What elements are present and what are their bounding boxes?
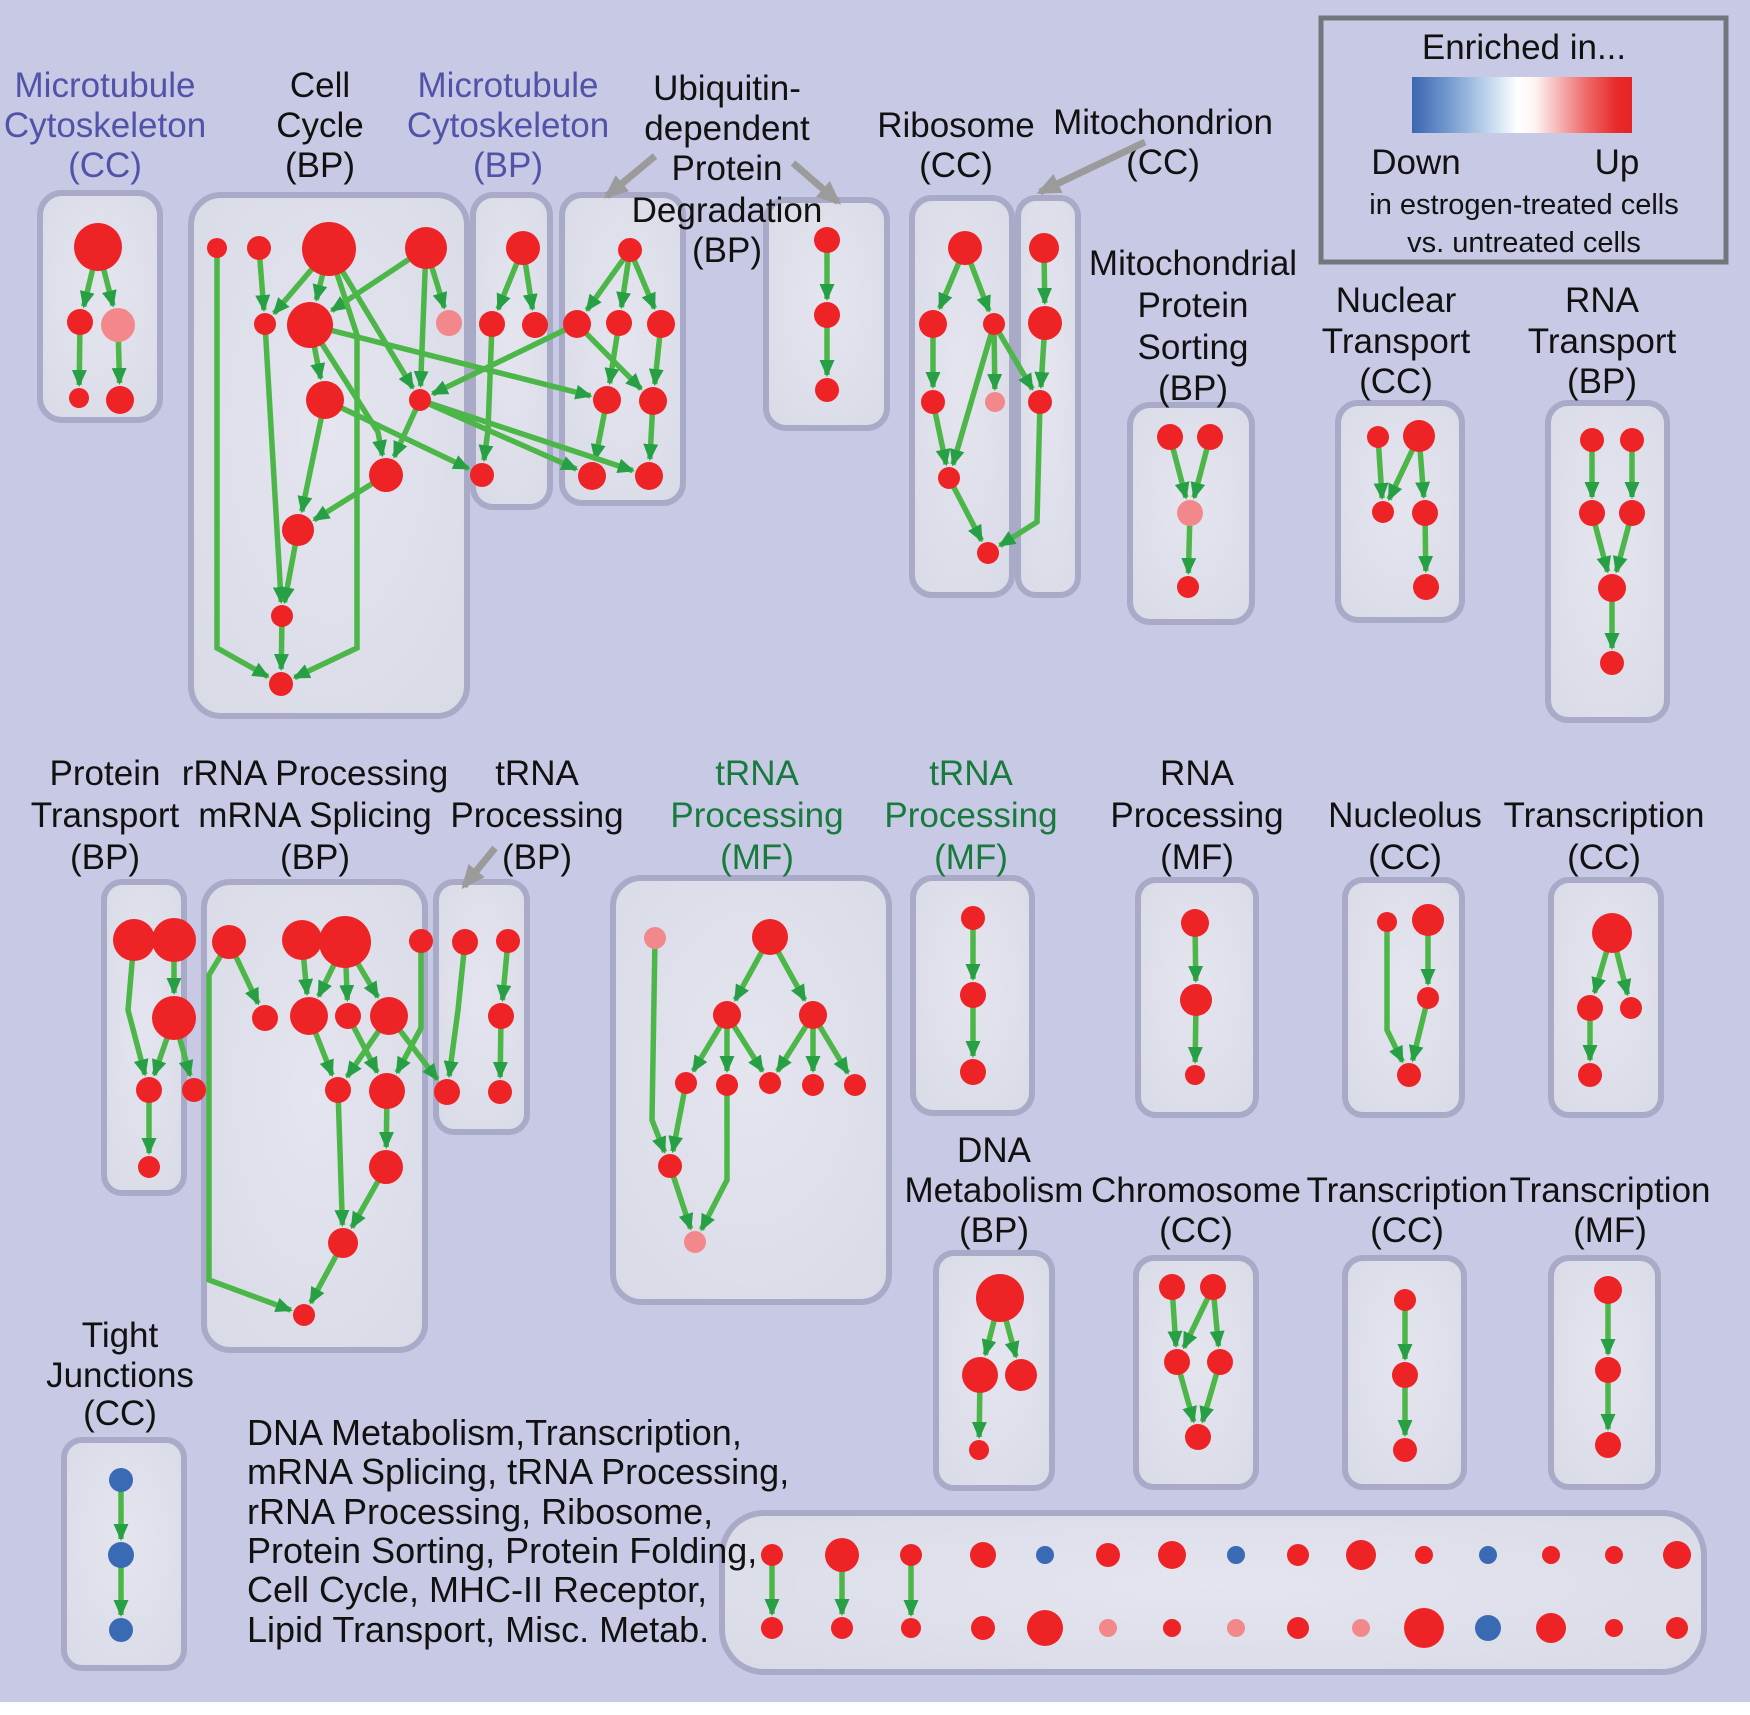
go-term-node-m2 [752,919,788,955]
go-term-node-c2 [247,236,271,260]
cluster-label-rna-processing-mf: Processing [1110,796,1284,835]
go-term-node-nt3 [1372,501,1394,523]
go-term-node-rt5 [1598,574,1626,602]
go-term-node-umc [606,310,632,336]
go-term-node-m11 [684,1231,706,1253]
go-term-node-n3 [1185,1065,1205,1085]
cluster-label-mitochondrial-protein-sorting: (BP) [1158,369,1228,408]
note-line: rRNA Processing, Ribosome, [247,1491,714,1532]
go-term-node-r5 [252,1005,278,1031]
go-term-node-m10 [658,1154,682,1178]
go-term-node-j1 [109,1468,133,1492]
go-term-node-h5 [1185,1424,1211,1450]
go-term-node-r8 [370,997,408,1035]
go-term-node-h3 [1164,1349,1190,1375]
cluster-label-rna-processing-mf: RNA [1160,754,1234,793]
cluster-label-trna-processing-bp: Processing [450,796,624,835]
cluster-label-trna-processing-mf-large: tRNA [715,754,799,793]
cluster-label-chromosome: (CC) [1159,1211,1233,1250]
cluster-label-microtubule-bp: (BP) [473,146,543,185]
cluster-label-trna-processing-bp: (BP) [502,838,572,877]
note-line: Protein Sorting, Protein Folding, [247,1530,758,1571]
go-term-node-bb9 [1352,1619,1370,1637]
go-term-node-t1 [452,929,478,955]
cluster-label-cell-cycle: Cycle [276,106,364,145]
go-term-node-bb5 [1099,1619,1117,1637]
go-term-node-p5 [182,1078,206,1102]
go-term-node-bb0 [761,1617,783,1639]
go-term-node-c4 [405,227,447,269]
cluster-label-nucleolus: Nucleolus [1328,796,1482,835]
go-term-node-r1 [212,925,246,959]
go-term-node-d2 [962,1357,998,1393]
cluster-label-ribosome: Ribosome [877,106,1035,145]
go-term-node-bb4 [1027,1610,1063,1646]
go-term-node-re [293,1304,315,1326]
go-term-node-bt0 [761,1544,783,1566]
cluster-label-trna-processing-bp: tRNA [495,754,579,793]
go-term-node-s1 [961,906,985,930]
go-term-node-n1 [1181,909,1209,937]
cluster-label-transcription-mf: (MF) [1573,1211,1647,1250]
go-term-node-bt2 [900,1544,922,1566]
go-term-node-bb13 [1605,1619,1623,1637]
cluster-label-mitochondrion: (CC) [1126,143,1200,182]
go-term-node-q2 [1412,904,1444,936]
go-term-node-mt2 [1028,306,1062,340]
legend-subtitle-2: vs. untreated cells [1407,227,1641,259]
go-term-node-ra [325,1077,351,1103]
go-term-node-n2 [1180,984,1212,1016]
go-term-node-c10 [369,458,403,492]
go-term-node-mc3 [101,308,135,342]
go-term-node-bt4 [1036,1546,1054,1564]
collapsed-clusters-note [247,1412,789,1650]
cluster-label-ubiquitin-degradation-a: Ubiquitin- [653,69,801,108]
go-term-node-bb11 [1475,1615,1501,1641]
go-term-node-bb14 [1666,1617,1688,1639]
cluster-label-nuclear-transport: (CC) [1359,362,1433,401]
cluster-label-transcription-cc-b: Transcription [1306,1171,1508,1210]
go-term-node-h2 [1200,1274,1226,1300]
go-term-node-mt3 [1028,390,1052,414]
go-term-node-ms3 [1177,500,1203,526]
go-term-node-j3 [109,1618,133,1642]
cluster-label-tight-junctions: Tight [81,1316,159,1355]
cluster-label-nuclear-transport: Transport [1321,322,1471,361]
cluster-label-mitochondrion: Mitochondrion [1053,103,1273,142]
legend-up-label: Up [1594,143,1640,182]
cluster-label-microtubule-bp: Microtubule [417,66,599,105]
note-line: Cell Cycle, MHC-II Receptor, [247,1569,708,1610]
go-term-node-c13 [269,672,293,696]
go-term-node-tc3 [1620,997,1642,1019]
go-term-node-bt13 [1605,1546,1623,1564]
cluster-label-trna-processing-mf-small: Processing [884,796,1058,835]
cluster-label-rna-transport: (BP) [1567,362,1637,401]
go-term-node-p4 [136,1077,162,1103]
go-term-node-m4 [799,1001,827,1029]
go-term-node-ubl [578,462,606,490]
footer-strip [0,1702,1750,1715]
go-term-node-p1 [113,919,155,961]
cluster-label-trna-processing-mf-small: tRNA [929,754,1013,793]
go-term-node-ulr [639,387,667,415]
go-term-node-d3 [1005,1359,1037,1391]
cluster-label-nuclear-transport: Nuclear [1335,281,1457,320]
go-term-node-tc2 [1577,995,1603,1021]
go-term-node-t2 [496,929,520,953]
cluster-label-microtubule-cc: Cytoskeleton [3,106,207,145]
go-term-node-bb3 [971,1616,995,1640]
go-term-node-mc4 [69,388,89,408]
go-term-node-q4 [1397,1063,1421,1087]
go-term-node-m3 [713,1001,741,1029]
cluster-label-microtubule-cc: Microtubule [14,66,196,105]
go-term-node-bt14 [1663,1541,1691,1569]
go-term-node-r3 [319,916,371,968]
cluster-label-dna-metabolism: Metabolism [904,1171,1084,1210]
go-term-node-m5b [716,1074,738,1096]
cluster-label-ubiquitin-degradation-a: Degradation [631,191,823,230]
note-line: Lipid Transport, Misc. Metab. [247,1609,710,1650]
cluster-label-ribosome: (CC) [919,146,993,185]
legend-gradient-bar [1412,77,1632,133]
cluster-label-transcription-cc-a: Transcription [1503,796,1705,835]
cluster-label-rrna-processing-mrna-splicing: mRNA Splicing [198,796,432,835]
cluster-label-trna-processing-mf-large: (MF) [720,838,794,877]
go-term-node-bt11 [1479,1546,1497,1564]
go-term-node-c9 [409,389,431,411]
go-term-node-c1 [207,238,227,258]
go-term-node-d4 [969,1440,989,1460]
go-term-node-bt6 [1158,1541,1186,1569]
go-term-node-r4 [409,929,433,953]
cluster-label-transcription-cc-b: (CC) [1370,1211,1444,1250]
cluster-label-ubiquitin-degradation-a: dependent [644,109,810,148]
go-term-node-r7 [335,1003,361,1029]
cluster-box-nuclear-transport [1338,403,1462,620]
cluster-label-microtubule-cc: (CC) [68,146,142,185]
go-term-node-nt4 [1412,500,1438,526]
go-term-node-t3 [488,1003,514,1029]
cluster-label-tight-junctions: (CC) [83,1394,157,1433]
go-term-node-rb1 [948,231,982,265]
go-term-node-rt6 [1600,651,1624,675]
go-term-node-rb4 [921,390,945,414]
go-term-node-bb7 [1227,1619,1245,1637]
cluster-label-ubiquitin-degradation-a: Protein [671,149,783,188]
cluster-label-tight-junctions: Junctions [46,1356,194,1395]
go-term-node-bt9 [1346,1540,1376,1570]
go-term-node-bt12 [1542,1546,1560,1564]
go-term-node-u1 [618,238,642,262]
go-term-node-p3 [152,996,196,1040]
go-term-node-ms4 [1177,576,1199,598]
go-term-node-h4 [1207,1349,1233,1375]
cluster-label-trna-processing-mf-large: Processing [670,796,844,835]
go-term-node-nt1 [1367,426,1389,448]
go-term-node-bt1 [825,1538,859,1572]
go-term-node-ms1 [1157,424,1183,450]
cluster-label-rrna-processing-mrna-splicing: (BP) [280,838,350,877]
cluster-label-mitochondrial-protein-sorting: Mitochondrial [1088,244,1298,283]
cluster-box-bottom-summary-panel [722,1513,1704,1672]
cluster-label-dna-metabolism: (BP) [959,1211,1029,1250]
go-term-node-bb1 [831,1617,853,1639]
go-term-node-mb3 [522,312,548,338]
go-term-node-rc [369,1150,403,1184]
go-term-node-t4 [434,1079,460,1105]
go-term-node-rb7 [977,542,999,564]
go-term-node-bb10 [1404,1608,1444,1648]
go-term-node-s3 [960,1059,986,1085]
cluster-label-mitochondrial-protein-sorting: Protein [1137,286,1249,325]
go-term-node-bt7 [1227,1546,1245,1564]
cluster-label-microtubule-bp: Cytoskeleton [406,106,610,145]
go-term-node-c5 [254,313,276,335]
go-term-node-p2 [152,918,196,962]
cluster-label-cell-cycle: Cell [289,66,351,105]
cluster-label-nucleolus: (CC) [1368,838,1442,877]
go-term-node-m5d [802,1074,824,1096]
go-term-node-mc5 [106,386,134,414]
go-term-node-q1 [1377,912,1397,932]
cluster-label-cell-cycle: (BP) [285,146,355,185]
go-term-node-rt1 [1580,428,1604,452]
cluster-label-trna-processing-mf-small: (MF) [934,838,1008,877]
go-term-node-r6 [290,997,328,1035]
go-term-node-bb6 [1163,1619,1181,1637]
legend-subtitle-1: in estrogen-treated cells [1369,189,1679,221]
go-term-node-v1 [814,227,840,253]
cluster-label-protein-transport: (BP) [70,838,140,877]
go-term-node-rb5 [985,392,1005,412]
go-term-node-mb1 [506,231,540,265]
go-term-node-rb6 [938,467,960,489]
go-term-node-q3 [1417,987,1439,1009]
go-term-node-c12 [271,605,293,627]
go-term-node-v3 [815,378,839,402]
legend-title: Enriched in... [1421,28,1627,67]
go-term-node-d1 [976,1274,1024,1322]
cluster-label-protein-transport: Transport [30,796,180,835]
go-term-node-rd [328,1228,358,1258]
go-term-node-r2 [282,920,322,960]
go-term-node-c3 [302,222,356,276]
go-term-node-bb12 [1536,1613,1566,1643]
go-term-node-c8 [306,381,344,419]
go-term-node-bb2 [901,1618,921,1638]
cluster-label-chromosome: Chromosome [1090,1171,1302,1210]
go-term-node-rt2 [1620,428,1644,452]
go-term-node-m5a [675,1072,697,1094]
go-term-node-z2 [1595,1357,1621,1383]
note-line: mRNA Splicing, tRNA Processing, [247,1451,790,1492]
go-term-node-bb8 [1287,1617,1309,1639]
go-term-node-tc4 [1578,1063,1602,1087]
go-term-node-rb3 [983,313,1005,335]
go-term-node-v2 [814,302,840,328]
go-term-node-rt3 [1579,500,1605,526]
go-term-node-rt4 [1619,500,1645,526]
go-term-node-bt3 [970,1542,996,1568]
cluster-label-ubiquitin-degradation-a: (BP) [692,231,762,270]
go-term-node-bt10 [1415,1546,1433,1564]
cluster-label-rna-transport: Transport [1527,322,1677,361]
go-term-node-mb4 [470,463,494,487]
cluster-label-mitochondrial-protein-sorting: Sorting [1137,328,1249,367]
go-term-node-bt8 [1287,1544,1309,1566]
go-term-node-t5 [488,1080,512,1104]
go-term-node-nt5 [1413,574,1439,600]
cluster-label-rrna-processing-mrna-splicing: rRNA Processing [181,754,449,793]
go-term-node-s2 [960,982,986,1008]
go-term-node-c7 [436,310,462,336]
go-term-node-mc2 [67,309,93,335]
legend [1321,18,1726,262]
go-term-node-uml [563,310,591,338]
go-term-node-nt2 [1403,420,1435,452]
go-term-node-m5c [759,1072,781,1094]
go-term-node-rbx [369,1073,405,1109]
go-term-node-p6 [138,1156,160,1178]
go-term-node-umr [647,310,675,338]
go-term-node-mb2 [479,311,505,337]
legend-down-label: Down [1371,143,1461,182]
go-term-node-ull [593,386,621,414]
go-term-node-ubr [635,462,663,490]
cluster-label-rna-processing-mf: (MF) [1160,838,1234,877]
cluster-label-protein-transport: Protein [49,754,161,793]
go-term-node-w1 [1394,1289,1416,1311]
go-term-node-m1 [644,927,666,949]
cluster-label-dna-metabolism: DNA [957,1131,1031,1170]
go-term-node-mt1 [1029,233,1059,263]
cluster-label-transcription-mf: Transcription [1509,1171,1711,1210]
note-line: DNA Metabolism,Transcription, [247,1412,742,1453]
go-term-node-j2 [108,1542,134,1568]
go-term-node-m5e [844,1074,866,1096]
go-term-node-c11 [282,514,314,546]
go-term-node-z1 [1594,1276,1622,1304]
go-term-node-w2 [1392,1362,1418,1388]
go-term-node-tc1 [1592,913,1632,953]
go-term-node-bt5 [1096,1543,1120,1567]
go-term-node-z3 [1595,1432,1621,1458]
go-term-node-w3 [1393,1438,1417,1462]
go-term-node-c6 [287,302,333,348]
go-term-node-ms2 [1197,424,1223,450]
go-term-node-rb2 [919,310,947,338]
cluster-box-chromosome [1136,1258,1256,1487]
cluster-label-transcription-cc-a: (CC) [1567,838,1641,877]
go-term-node-mc1 [74,223,122,271]
cluster-label-rna-transport: RNA [1565,281,1639,320]
go-term-node-h1 [1159,1274,1185,1300]
